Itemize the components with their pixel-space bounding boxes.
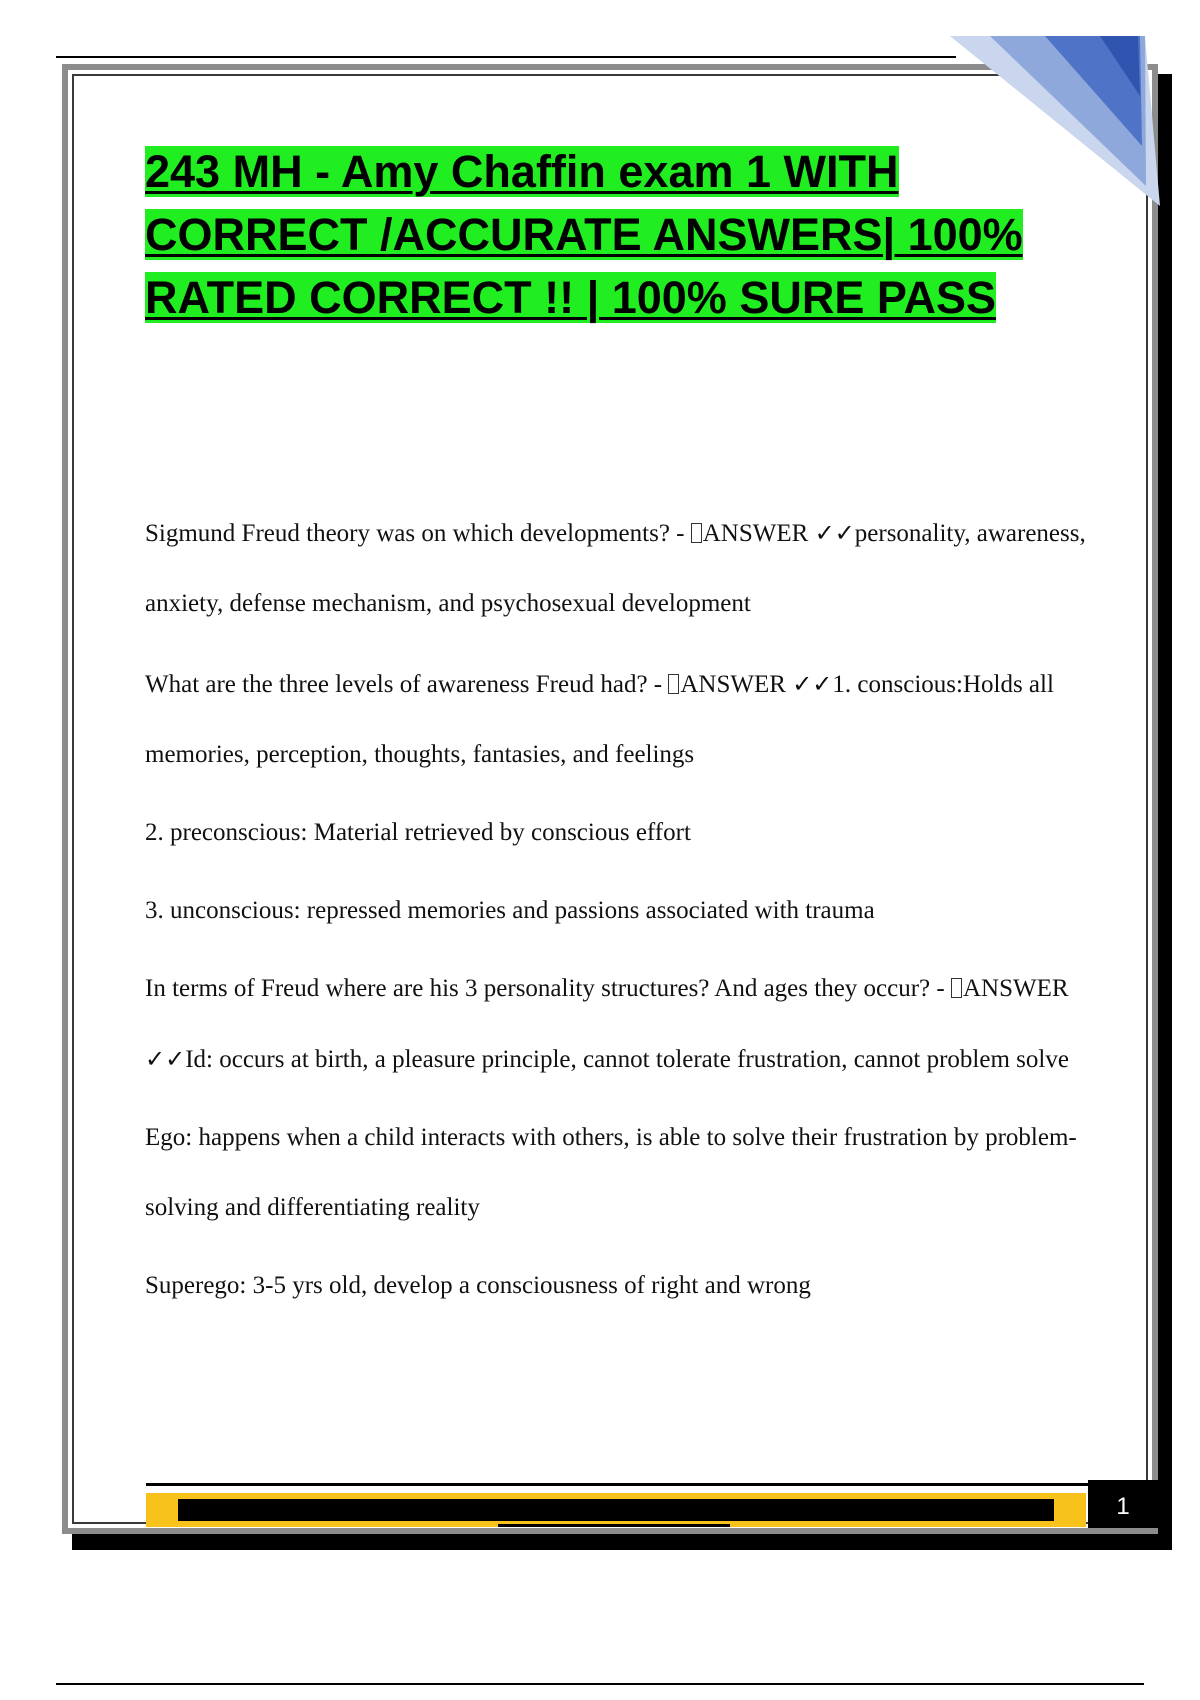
double-check-icon: ✓✓ bbox=[814, 519, 855, 547]
title-text: 243 MH - Amy Chaffin exam 1 WITH CORRECT /ACCURATE ANSWERS| 100% RATED CORRECT !! | 100% SURE PASS bbox=[145, 146, 1023, 323]
double-check-icon: ✓✓ bbox=[145, 1045, 186, 1073]
footer-bar-inner bbox=[178, 1499, 1054, 1521]
answer-extra-line: 3. unconscious: repressed memories and passions associated with trauma bbox=[145, 897, 875, 924]
footer-accent-line bbox=[498, 1524, 730, 1527]
missing-glyph-icon bbox=[951, 978, 962, 998]
page-number: 1 bbox=[1088, 1480, 1158, 1528]
answer-text: Id: occurs at birth, a pleasure principle, cannot tolerate frustration, cannot problem solve bbox=[185, 1046, 1069, 1073]
qa-item-1 bbox=[145, 498, 1095, 639]
answer-extra-line: Superego: 3-5 yrs old, develop a consciousness of right and wrong bbox=[145, 1272, 811, 1299]
answer-extra-line: 2. preconscious: Material retrieved by conscious effort bbox=[145, 819, 691, 846]
missing-glyph-icon bbox=[668, 674, 679, 694]
footer-rule bbox=[146, 1483, 1100, 1486]
answer-extra-line: Ego: happens when a child interacts with others, is able to solve their frustration by problem-solving and differentiating reality bbox=[145, 1124, 1077, 1221]
question-text: Sigmund Freud theory was on which developments? - bbox=[145, 520, 691, 547]
question-text: In terms of Freud where are his 3 personality structures? And ages they occur? - bbox=[145, 975, 951, 1002]
missing-glyph-icon bbox=[691, 523, 702, 543]
answer-label: ANSWER bbox=[962, 975, 1069, 1002]
answer-label: ANSWER bbox=[680, 671, 786, 698]
footer-bar bbox=[146, 1493, 1086, 1527]
header-rule bbox=[56, 56, 956, 58]
question-text: What are the three levels of awareness Freud had? - bbox=[145, 671, 669, 698]
double-check-icon: ✓✓ bbox=[792, 670, 833, 698]
qa-item-2 bbox=[145, 649, 1095, 790]
qa-item-3 bbox=[145, 954, 1095, 1095]
bottom-rule bbox=[56, 1683, 1144, 1685]
document-body bbox=[145, 498, 1095, 1321]
answer-label: ANSWER bbox=[702, 520, 809, 547]
answer-text: personality, awareness, anxiety, defense mechanism, and psychosexual development bbox=[145, 520, 1086, 617]
document-title bbox=[145, 140, 1085, 329]
answer-text: 1. conscious:Holds all memories, perception, thoughts, fantasies, and feelings bbox=[145, 671, 1054, 768]
